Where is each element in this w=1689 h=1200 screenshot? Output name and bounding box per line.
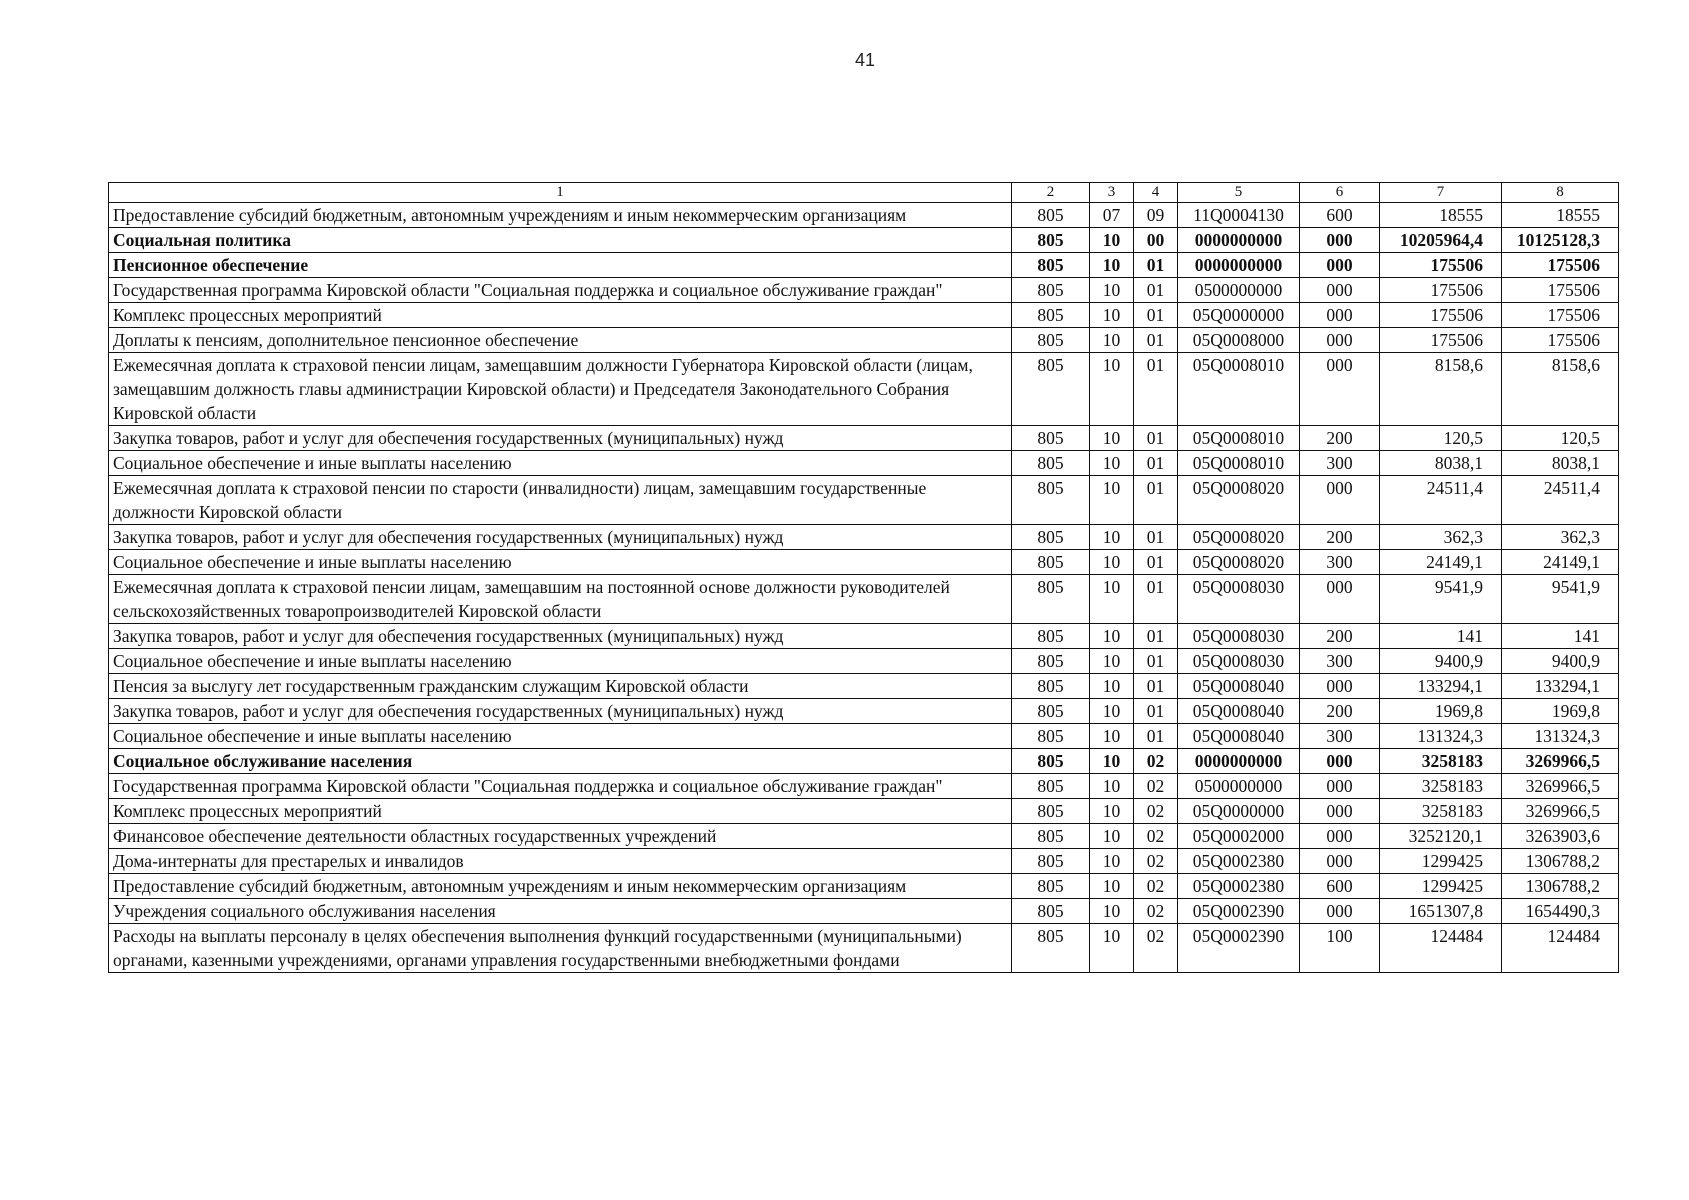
row-name-cell: Социальное обеспечение и иные выплаты населению (109, 724, 1012, 749)
row-name-cell: Дома-интернаты для престарелых и инвалидов (109, 849, 1012, 874)
row-name-cell: Пенсионное обеспечение (109, 253, 1012, 278)
amount-year1-cell: 1651307,8 (1380, 899, 1502, 924)
amount-year1-cell: 175506 (1380, 303, 1502, 328)
expense-type-code-cell: 000 (1300, 674, 1380, 699)
subsection-code-cell: 01 (1134, 699, 1178, 724)
amount-year1-cell: 24149,1 (1380, 550, 1502, 575)
amount-year1-cell: 3258183 (1380, 799, 1502, 824)
expense-type-code-cell: 000 (1300, 575, 1380, 624)
department-code-cell: 805 (1012, 674, 1090, 699)
department-code-cell: 805 (1012, 649, 1090, 674)
column-header-6: 6 (1300, 183, 1380, 203)
table-row (109, 774, 1619, 799)
expense-type-code-cell: 100 (1300, 924, 1380, 973)
subsection-code-cell: 01 (1134, 303, 1178, 328)
expense-type-code-cell: 200 (1300, 699, 1380, 724)
column-header-2: 2 (1012, 183, 1090, 203)
section-code-cell: 10 (1090, 799, 1134, 824)
amount-year2-cell: 8038,1 (1502, 451, 1619, 476)
amount-year1-cell: 133294,1 (1380, 674, 1502, 699)
amount-year2-cell: 120,5 (1502, 426, 1619, 451)
subsection-code-cell: 01 (1134, 525, 1178, 550)
table-row (109, 203, 1619, 228)
subsection-code-cell: 00 (1134, 228, 1178, 253)
target-article-code-cell: 05Q0002390 (1178, 899, 1300, 924)
amount-year2-cell: 10125128,3 (1502, 228, 1619, 253)
section-code-cell: 10 (1090, 353, 1134, 426)
amount-year2-cell: 175506 (1502, 303, 1619, 328)
section-code-cell: 10 (1090, 824, 1134, 849)
department-code-cell: 805 (1012, 774, 1090, 799)
table-row (109, 451, 1619, 476)
amount-year1-cell: 175506 (1380, 278, 1502, 303)
column-header-4: 4 (1134, 183, 1178, 203)
expense-type-code-cell: 000 (1300, 774, 1380, 799)
amount-year1-cell: 3258183 (1380, 749, 1502, 774)
table-row (109, 874, 1619, 899)
table-body (109, 203, 1619, 973)
department-code-cell: 805 (1012, 228, 1090, 253)
amount-year1-cell: 1299425 (1380, 849, 1502, 874)
amount-year1-cell: 18555 (1380, 203, 1502, 228)
table-row (109, 476, 1619, 525)
row-name-cell: Государственная программа Кировской области "Социальная поддержка и социальное обслуживание граждан" (109, 278, 1012, 303)
department-code-cell: 805 (1012, 874, 1090, 899)
row-name-cell: Государственная программа Кировской области "Социальная поддержка и социальное обслуживание граждан" (109, 774, 1012, 799)
subsection-code-cell: 01 (1134, 476, 1178, 525)
table-header-row (109, 183, 1619, 203)
amount-year1-cell: 3252120,1 (1380, 824, 1502, 849)
subsection-code-cell: 01 (1134, 426, 1178, 451)
amount-year2-cell: 3263903,6 (1502, 824, 1619, 849)
department-code-cell: 805 (1012, 849, 1090, 874)
subsection-code-cell: 02 (1134, 849, 1178, 874)
table-row (109, 525, 1619, 550)
amount-year1-cell: 175506 (1380, 253, 1502, 278)
row-name-cell: Финансовое обеспечение деятельности областных государственных учреждений (109, 824, 1012, 849)
amount-year2-cell: 3269966,5 (1502, 749, 1619, 774)
row-name-cell: Социальное обслуживание населения (109, 749, 1012, 774)
row-name-cell: Ежемесячная доплата к страховой пенсии по старости (инвалидности) лицам, замещавшим государственные должности Кировской области (109, 476, 1012, 525)
subsection-code-cell: 09 (1134, 203, 1178, 228)
expense-type-code-cell: 000 (1300, 824, 1380, 849)
subsection-code-cell: 02 (1134, 899, 1178, 924)
section-code-cell: 10 (1090, 550, 1134, 575)
target-article-code-cell: 05Q0008010 (1178, 353, 1300, 426)
table-row (109, 799, 1619, 824)
amount-year2-cell: 124484 (1502, 924, 1619, 973)
column-header-7: 7 (1380, 183, 1502, 203)
section-code-cell: 10 (1090, 849, 1134, 874)
table-row (109, 749, 1619, 774)
table-row (109, 699, 1619, 724)
section-code-cell: 10 (1090, 624, 1134, 649)
expense-type-code-cell: 200 (1300, 426, 1380, 451)
expense-type-code-cell: 000 (1300, 749, 1380, 774)
department-code-cell: 805 (1012, 799, 1090, 824)
row-name-cell: Комплекс процессных мероприятий (109, 303, 1012, 328)
subsection-code-cell: 01 (1134, 649, 1178, 674)
department-code-cell: 805 (1012, 353, 1090, 426)
budget-table (108, 182, 1619, 973)
section-code-cell: 10 (1090, 575, 1134, 624)
department-code-cell: 805 (1012, 476, 1090, 525)
expense-type-code-cell: 000 (1300, 899, 1380, 924)
department-code-cell: 805 (1012, 749, 1090, 774)
amount-year1-cell: 9541,9 (1380, 575, 1502, 624)
amount-year2-cell: 3269966,5 (1502, 774, 1619, 799)
subsection-code-cell: 02 (1134, 824, 1178, 849)
amount-year1-cell: 1969,8 (1380, 699, 1502, 724)
amount-year2-cell: 9400,9 (1502, 649, 1619, 674)
subsection-code-cell: 01 (1134, 353, 1178, 426)
section-code-cell: 10 (1090, 674, 1134, 699)
section-code-cell: 10 (1090, 228, 1134, 253)
target-article-code-cell: 05Q0008040 (1178, 674, 1300, 699)
section-code-cell: 10 (1090, 724, 1134, 749)
target-article-code-cell: 0500000000 (1178, 774, 1300, 799)
target-article-code-cell: 05Q0008020 (1178, 476, 1300, 525)
expense-type-code-cell: 300 (1300, 451, 1380, 476)
expense-type-code-cell: 000 (1300, 849, 1380, 874)
column-header-8: 8 (1502, 183, 1619, 203)
amount-year1-cell: 10205964,4 (1380, 228, 1502, 253)
row-name-cell: Учреждения социального обслуживания населения (109, 899, 1012, 924)
amount-year2-cell: 8158,6 (1502, 353, 1619, 426)
subsection-code-cell: 01 (1134, 575, 1178, 624)
expense-type-code-cell: 200 (1300, 525, 1380, 550)
expense-type-code-cell: 000 (1300, 353, 1380, 426)
expense-type-code-cell: 300 (1300, 724, 1380, 749)
row-name-cell: Социальное обеспечение и иные выплаты населению (109, 451, 1012, 476)
target-article-code-cell: 05Q0002380 (1178, 874, 1300, 899)
section-code-cell: 07 (1090, 203, 1134, 228)
row-name-cell: Доплаты к пенсиям, дополнительное пенсионное обеспечение (109, 328, 1012, 353)
target-article-code-cell: 05Q0002000 (1178, 824, 1300, 849)
department-code-cell: 805 (1012, 303, 1090, 328)
table-row (109, 328, 1619, 353)
amount-year2-cell: 24511,4 (1502, 476, 1619, 525)
row-name-cell: Ежемесячная доплата к страховой пенсии лицам, замещавшим на постоянной основе должности руководителей сельскохозяйственных товаропроизводителей Кировской области (109, 575, 1012, 624)
expense-type-code-cell: 000 (1300, 799, 1380, 824)
row-name-cell: Закупка товаров, работ и услуг для обеспечения государственных (муниципальных) нужд (109, 624, 1012, 649)
amount-year1-cell: 175506 (1380, 328, 1502, 353)
expense-type-code-cell: 300 (1300, 649, 1380, 674)
department-code-cell: 805 (1012, 328, 1090, 353)
row-name-cell: Пенсия за выслугу лет государственным гражданским служащим Кировской области (109, 674, 1012, 699)
table-row (109, 303, 1619, 328)
table-row (109, 278, 1619, 303)
target-article-code-cell: 05Q0008020 (1178, 525, 1300, 550)
department-code-cell: 805 (1012, 924, 1090, 973)
table-row (109, 575, 1619, 624)
amount-year2-cell: 1969,8 (1502, 699, 1619, 724)
table-row (109, 674, 1619, 699)
section-code-cell: 10 (1090, 426, 1134, 451)
subsection-code-cell: 02 (1134, 774, 1178, 799)
section-code-cell: 10 (1090, 874, 1134, 899)
section-code-cell: 10 (1090, 328, 1134, 353)
row-name-cell: Закупка товаров, работ и услуг для обеспечения государственных (муниципальных) нужд (109, 699, 1012, 724)
department-code-cell: 805 (1012, 426, 1090, 451)
amount-year1-cell: 3258183 (1380, 774, 1502, 799)
amount-year1-cell: 8038,1 (1380, 451, 1502, 476)
row-name-cell: Ежемесячная доплата к страховой пенсии лицам, замещавшим должности Губернатора Кировской области (лицам, замещавшим должность главы администрации Кировской области) и Председателя Законодательного Собрания Кировской области (109, 353, 1012, 426)
column-header-3: 3 (1090, 183, 1134, 203)
table-row (109, 353, 1619, 426)
table-row (109, 724, 1619, 749)
amount-year1-cell: 362,3 (1380, 525, 1502, 550)
department-code-cell: 805 (1012, 550, 1090, 575)
section-code-cell: 10 (1090, 924, 1134, 973)
target-article-code-cell: 05Q0000000 (1178, 303, 1300, 328)
amount-year1-cell: 124484 (1380, 924, 1502, 973)
department-code-cell: 805 (1012, 525, 1090, 550)
department-code-cell: 805 (1012, 699, 1090, 724)
amount-year1-cell: 120,5 (1380, 426, 1502, 451)
table-row (109, 624, 1619, 649)
department-code-cell: 805 (1012, 824, 1090, 849)
amount-year1-cell: 141 (1380, 624, 1502, 649)
table-row (109, 649, 1619, 674)
row-name-cell: Закупка товаров, работ и услуг для обеспечения государственных (муниципальных) нужд (109, 525, 1012, 550)
expense-type-code-cell: 600 (1300, 874, 1380, 899)
target-article-code-cell: 05Q0008030 (1178, 649, 1300, 674)
target-article-code-cell: 05Q0008040 (1178, 724, 1300, 749)
subsection-code-cell: 02 (1134, 799, 1178, 824)
department-code-cell: 805 (1012, 278, 1090, 303)
expense-type-code-cell: 600 (1300, 203, 1380, 228)
target-article-code-cell: 0500000000 (1178, 278, 1300, 303)
subsection-code-cell: 01 (1134, 451, 1178, 476)
table-row (109, 228, 1619, 253)
row-name-cell: Социальная политика (109, 228, 1012, 253)
subsection-code-cell: 01 (1134, 550, 1178, 575)
section-code-cell: 10 (1090, 899, 1134, 924)
target-article-code-cell: 05Q0002380 (1178, 849, 1300, 874)
section-code-cell: 10 (1090, 699, 1134, 724)
table-row (109, 824, 1619, 849)
target-article-code-cell: 11Q0004130 (1178, 203, 1300, 228)
subsection-code-cell: 01 (1134, 278, 1178, 303)
amount-year2-cell: 3269966,5 (1502, 799, 1619, 824)
column-header-1: 1 (109, 183, 1012, 203)
row-name-cell: Комплекс процессных мероприятий (109, 799, 1012, 824)
subsection-code-cell: 01 (1134, 328, 1178, 353)
amount-year2-cell: 131324,3 (1502, 724, 1619, 749)
table-row (109, 899, 1619, 924)
department-code-cell: 805 (1012, 451, 1090, 476)
amount-year2-cell: 362,3 (1502, 525, 1619, 550)
section-code-cell: 10 (1090, 253, 1134, 278)
table-row (109, 849, 1619, 874)
target-article-code-cell: 0000000000 (1178, 253, 1300, 278)
table-row (109, 924, 1619, 973)
subsection-code-cell: 01 (1134, 253, 1178, 278)
section-code-cell: 10 (1090, 525, 1134, 550)
amount-year2-cell: 18555 (1502, 203, 1619, 228)
department-code-cell: 805 (1012, 724, 1090, 749)
subsection-code-cell: 01 (1134, 724, 1178, 749)
section-code-cell: 10 (1090, 774, 1134, 799)
amount-year1-cell: 8158,6 (1380, 353, 1502, 426)
target-article-code-cell: 05Q0008030 (1178, 575, 1300, 624)
target-article-code-cell: 05Q0008010 (1178, 451, 1300, 476)
amount-year1-cell: 9400,9 (1380, 649, 1502, 674)
department-code-cell: 805 (1012, 575, 1090, 624)
section-code-cell: 10 (1090, 278, 1134, 303)
table-row (109, 550, 1619, 575)
amount-year2-cell: 141 (1502, 624, 1619, 649)
section-code-cell: 10 (1090, 451, 1134, 476)
amount-year1-cell: 1299425 (1380, 874, 1502, 899)
expense-type-code-cell: 000 (1300, 228, 1380, 253)
expense-type-code-cell: 000 (1300, 253, 1380, 278)
target-article-code-cell: 0000000000 (1178, 228, 1300, 253)
section-code-cell: 10 (1090, 476, 1134, 525)
expense-type-code-cell: 000 (1300, 328, 1380, 353)
section-code-cell: 10 (1090, 649, 1134, 674)
column-header-5: 5 (1178, 183, 1300, 203)
expense-type-code-cell: 300 (1300, 550, 1380, 575)
row-name-cell: Расходы на выплаты персоналу в целях обеспечения выполнения функций государственными (муниципальными) органами, казенными учреждениями, органами управления государственными внебюджетными фондами (109, 924, 1012, 973)
table-row (109, 426, 1619, 451)
section-code-cell: 10 (1090, 749, 1134, 774)
target-article-code-cell: 05Q0002390 (1178, 924, 1300, 973)
target-article-code-cell: 05Q0008010 (1178, 426, 1300, 451)
table-row (109, 253, 1619, 278)
amount-year2-cell: 1306788,2 (1502, 874, 1619, 899)
expense-type-code-cell: 000 (1300, 303, 1380, 328)
subsection-code-cell: 02 (1134, 924, 1178, 973)
department-code-cell: 805 (1012, 899, 1090, 924)
amount-year2-cell: 9541,9 (1502, 575, 1619, 624)
row-name-cell: Закупка товаров, работ и услуг для обеспечения государственных (муниципальных) нужд (109, 426, 1012, 451)
row-name-cell: Предоставление субсидий бюджетным, автономным учреждениям и иным некоммерческим организациям (109, 203, 1012, 228)
amount-year2-cell: 133294,1 (1502, 674, 1619, 699)
target-article-code-cell: 0000000000 (1178, 749, 1300, 774)
section-code-cell: 10 (1090, 303, 1134, 328)
target-article-code-cell: 05Q0008000 (1178, 328, 1300, 353)
amount-year1-cell: 24511,4 (1380, 476, 1502, 525)
target-article-code-cell: 05Q0008030 (1178, 624, 1300, 649)
amount-year1-cell: 131324,3 (1380, 724, 1502, 749)
amount-year2-cell: 175506 (1502, 278, 1619, 303)
target-article-code-cell: 05Q0000000 (1178, 799, 1300, 824)
subsection-code-cell: 02 (1134, 749, 1178, 774)
expense-type-code-cell: 200 (1300, 624, 1380, 649)
amount-year2-cell: 1306788,2 (1502, 849, 1619, 874)
row-name-cell: Социальное обеспечение и иные выплаты населению (109, 649, 1012, 674)
amount-year2-cell: 175506 (1502, 328, 1619, 353)
page-number: 41 (854, 50, 876, 70)
target-article-code-cell: 05Q0008020 (1178, 550, 1300, 575)
row-name-cell: Предоставление субсидий бюджетным, автономным учреждениям и иным некоммерческим организациям (109, 874, 1012, 899)
row-name-cell: Социальное обеспечение и иные выплаты населению (109, 550, 1012, 575)
amount-year2-cell: 175506 (1502, 253, 1619, 278)
target-article-code-cell: 05Q0008040 (1178, 699, 1300, 724)
department-code-cell: 805 (1012, 253, 1090, 278)
department-code-cell: 805 (1012, 624, 1090, 649)
expense-type-code-cell: 000 (1300, 278, 1380, 303)
subsection-code-cell: 01 (1134, 624, 1178, 649)
expense-type-code-cell: 000 (1300, 476, 1380, 525)
amount-year2-cell: 24149,1 (1502, 550, 1619, 575)
subsection-code-cell: 02 (1134, 874, 1178, 899)
amount-year2-cell: 1654490,3 (1502, 899, 1619, 924)
department-code-cell: 805 (1012, 203, 1090, 228)
subsection-code-cell: 01 (1134, 674, 1178, 699)
